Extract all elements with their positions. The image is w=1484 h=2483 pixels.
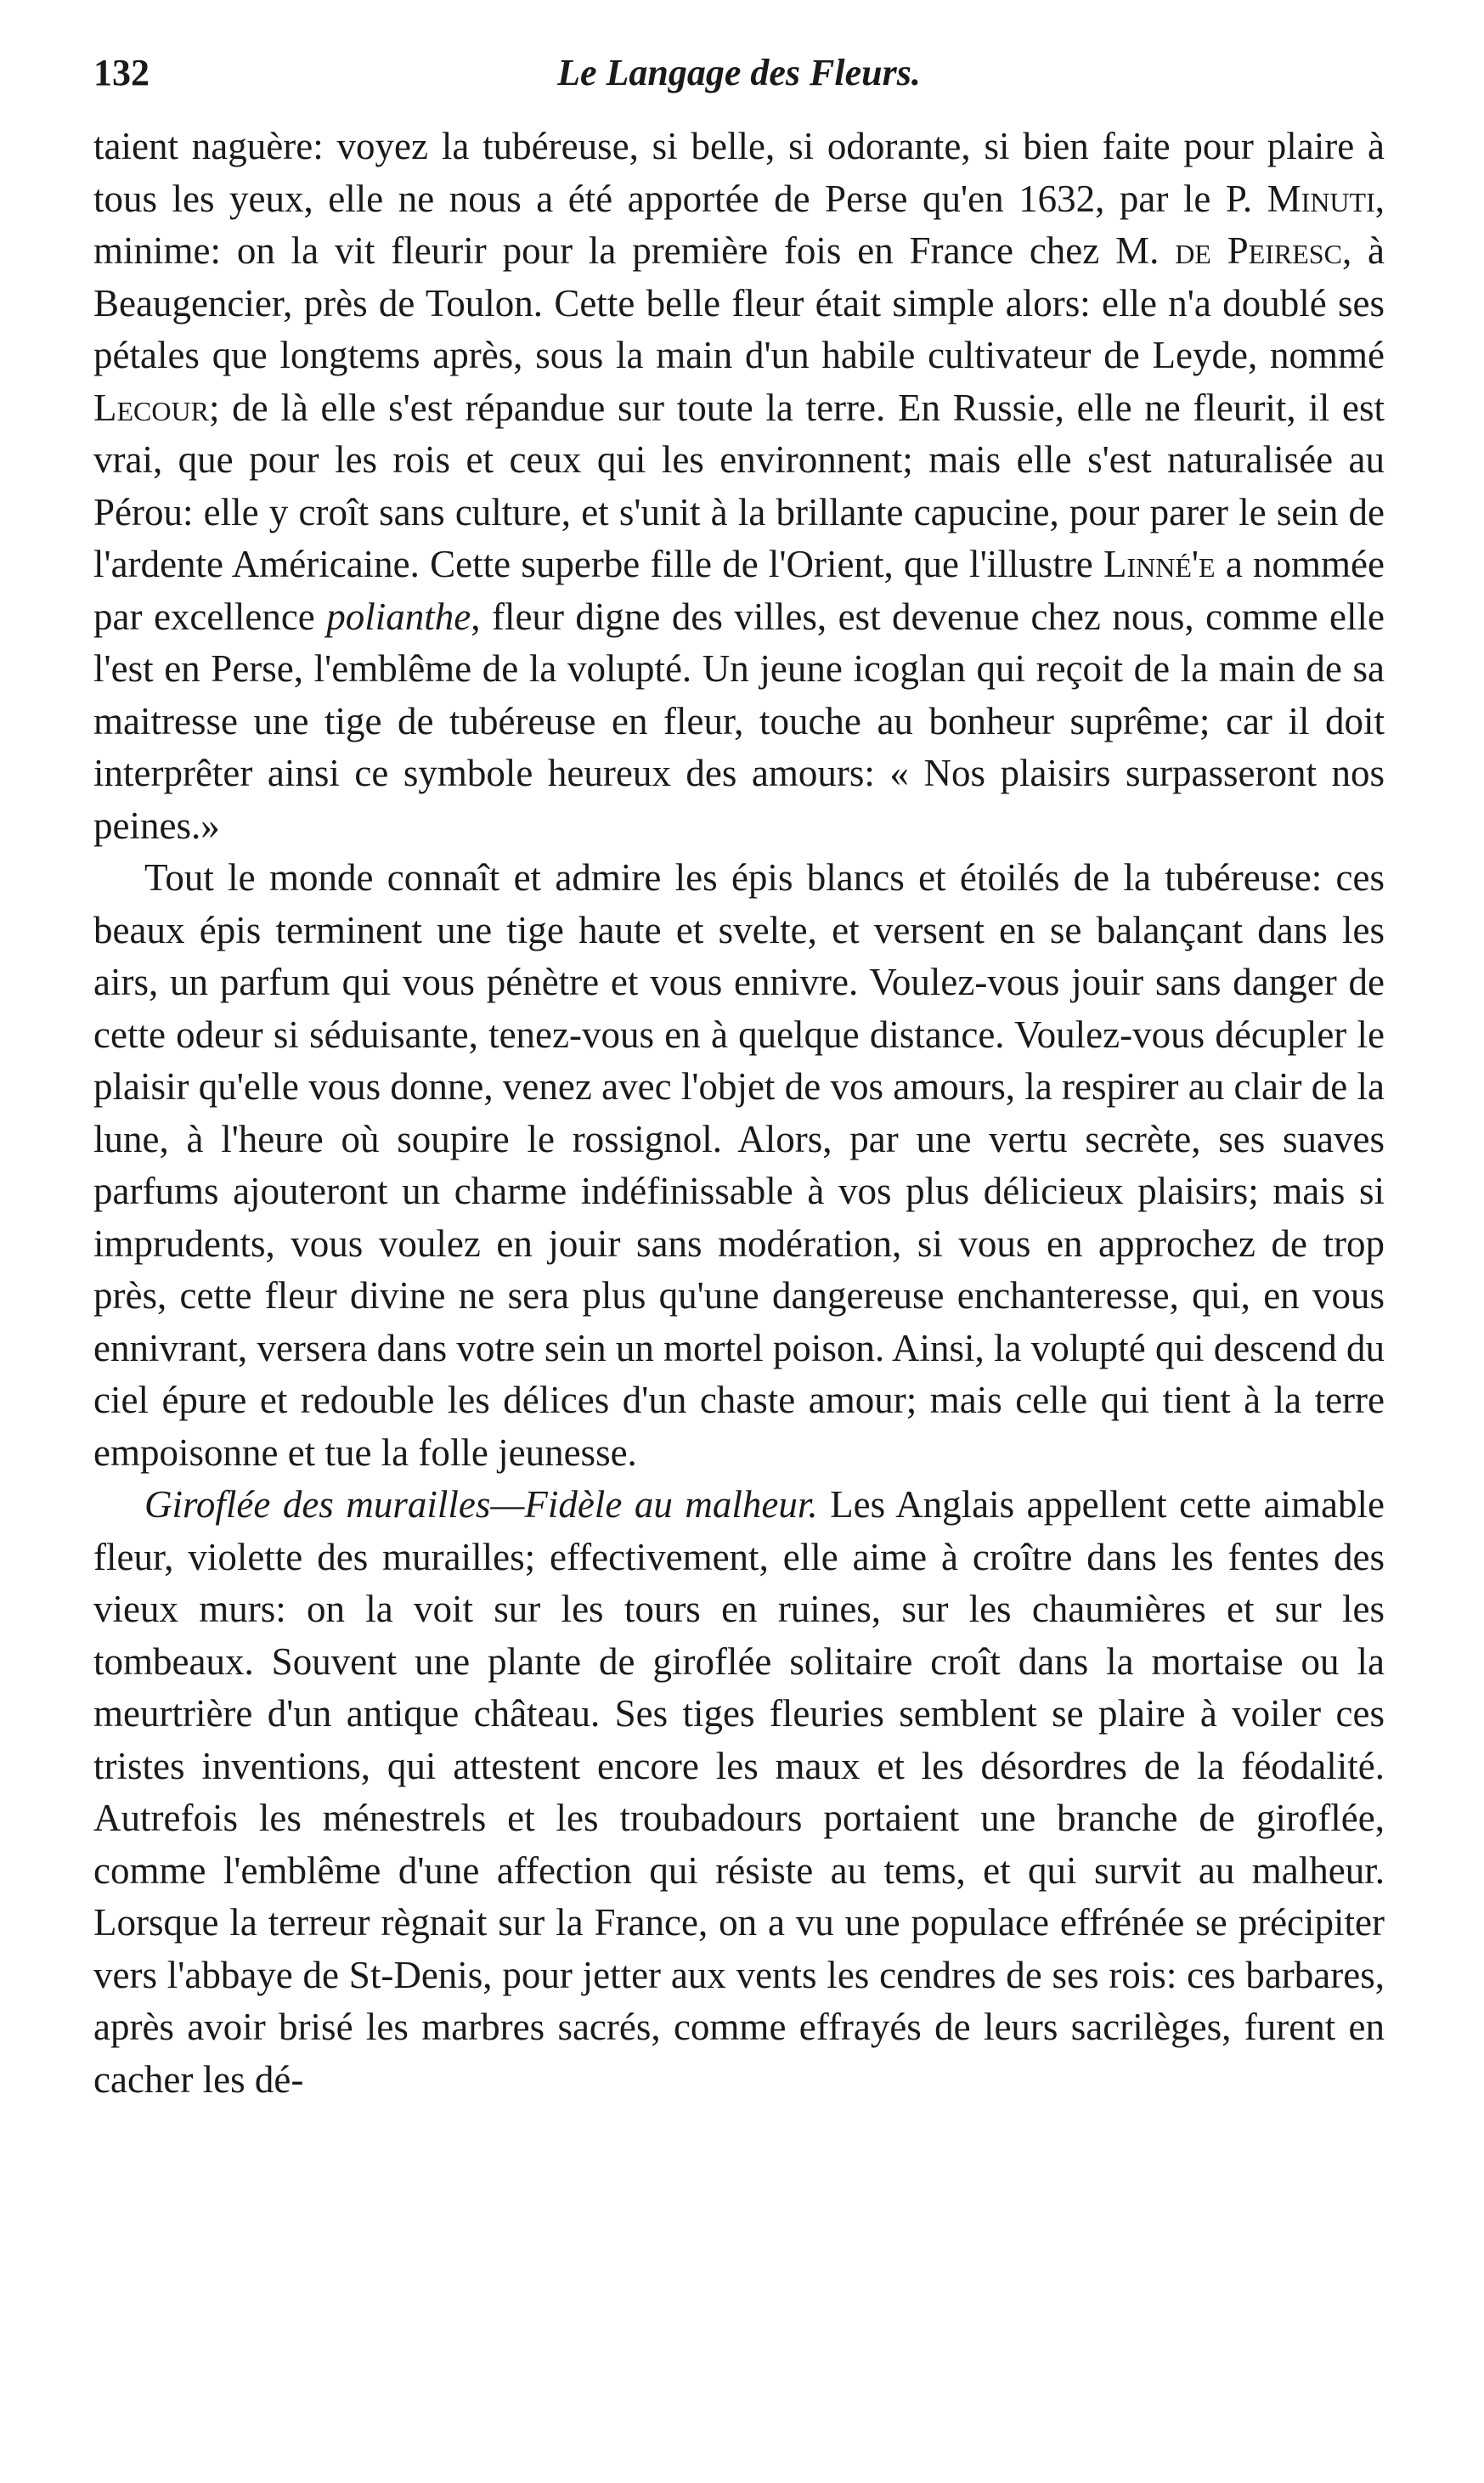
text-run: , à Beaugencier, près de Toulon. Cette belle fleur était simple alors: elle n'a doublé ses pétales que longtems après, sous la main d'un habile cultivateur de Leyde, nommé — [93, 229, 1385, 376]
person-name-linne: Linné'e — [1103, 543, 1216, 585]
text-run: ; de là elle s'est répandue sur toute la terre. En Russie, elle ne fleurit, il est vrai, que pour les rois et ceux qui les environnent; mais elle s'est naturalisée au Pérou: elle y croît sans culture, et s'unit à la brillante capucine, pour parer le sein de l'ardente Américaine. Cette superbe fille de l'Orient, que l'illustre — [93, 386, 1385, 585]
text-run: taient naguère: voyez la tubéreuse, si belle, si odorante, si bien faite pour plaire à tous les yeux, elle ne nous a été apportée de Perse qu'en 1632, par le P. — [93, 125, 1385, 220]
text-run: , fleur digne des villes, est devenue chez nous, comme elle l'est en Perse, l'emblême de la volupté. Un jeune icoglan qui reçoit de la main de sa maitresse une tige de tubéreuse en fleur, touche au bonheur suprême; car il doit interprêter ainsi ce symbole heureux des amours: « Nos plaisirs surpasseront nos peines.» — [93, 595, 1385, 847]
person-name-lecour: Lecour — [93, 386, 209, 429]
latin-name-polianthe: polianthe — [326, 595, 471, 638]
book-page — [93, 51, 1385, 2106]
person-name-minuti: Minuti — [1267, 177, 1375, 220]
entry-title-giroflee: Giroflée des murailles—Fidèle au malheur. — [144, 1483, 818, 1526]
paragraph-wallflower — [93, 1479, 1385, 2106]
text-run: , minime: on la vit fleurir pour la première fois en France chez M. — [93, 177, 1385, 272]
page-number: 132 — [93, 52, 150, 93]
person-name-peiresc: de Peiresc — [1175, 229, 1342, 272]
running-head — [93, 51, 1385, 110]
paragraph-tuberose-history — [93, 121, 1385, 852]
text-run: Les Anglais appellent cette aimable fleur, violette des murailles; effectivement, elle aime à croître dans les fentes des vieux murs: on la voit sur les tours en ruines, sur les chaumières et sur les tombeaux. Souvent une plante de giroflée solitaire croît dans la mortaise ou la meurtrière d'un antique château. Ses tiges fleuries semblent se plaire à voiler ces tristes inventions, qui attestent encore les maux et les désordres de la féodalité. Autrefois les ménestrels et les troubadours portaient une branche de giroflée, comme l'emblême d'une affection qui résiste au tems, et qui survit au malheur. Lorsque la terreur règnait sur la France, on a vu une populace effrénée se précipiter vers l'abbaye de St-Denis, pour jetter aux vents les cendres de ses rois: ces barbares, après avoir brisé les marbres sacrés, comme effrayés de leurs sacrilèges, furent en cacher les dé- — [93, 1483, 1385, 2101]
body-text — [93, 121, 1385, 2106]
running-title: Le Langage des Fleurs. — [557, 52, 921, 93]
text-run: a nommée par excellence — [93, 543, 1385, 638]
paragraph-tuberose-scent: Tout le monde connaît et admire les épis blancs et étoilés de la tubéreuse: ces beaux épis terminent une tige haute et svelte, et versent en se balançant dans les airs, un parfum qui vous pénètre et vous ennivre. Voulez-vous jouir sans danger de cette odeur si séduisante, tenez-vous en à quelque distance. Voulez-vous décupler le plaisir qu'elle vous donne, venez avec l'objet de vos amours, la respirer au clair de la lune, à l'heure où soupire le rossignol. Alors, par une vertu secrète, ses suaves parfums ajouteront un charme indéfinissable à vos plus délicieux plaisirs; mais si imprudents, vous voulez en jouir sans modération, si vous en approchez de trop près, cette fleur divine ne sera plus qu'une dangereuse enchanteresse, qui, en vous ennivrant, versera dans votre sein un mortel poison. Ainsi, la volupté qui descend du ciel épure et redouble les délices d'un chaste amour; mais celle qui tient à la terre empoisonne et tue la folle jeunesse. — [93, 856, 1385, 1474]
